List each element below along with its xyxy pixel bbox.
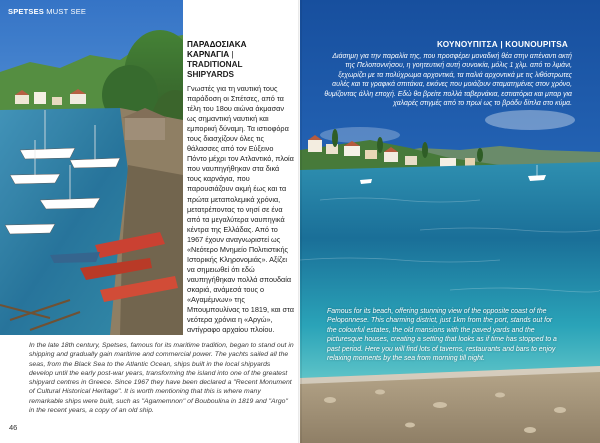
spread-gutter [298, 0, 302, 443]
kounoupitsa-english-text: Famous for its beach, offering stunning view of the opposite coast of the Peloponnese. This charming district, just 1km from the port, stands out for the colourful estates, the old mansions with the paved yards and the picturesque houses, creating a setting that looks as if time has stopped to a past period. Here you will find lots of taverns, restaurants and bars to enjoy relaxing moments by the sea from morning till night. [327, 308, 557, 363]
shipyards-greek-text: Γνωστές για τη ναυτική τους παράδοση οι Σπέτσες, από τα τέλη του 18ου αιώνα άκμασαν ως σημαντική ναυτική και εμπορική δύναμη. Τα ιστιοφόρα τους διασχίζουν όλες τις θάλασσες από τον Εύξεινο Πόντο μέχρι τον Ατλαντικό, πλοία που ναυπηγήθηκαν στα δικά τους καρνάγια, που παρουσιάζουν ακμή έως και τα πρώτα μεταπολεμικά χρόνια, μετατρέποντας το νησί σε ένα από τα μεγαλύτερα ναυπηγικά κέντρα της Ελλάδας. Από το 1967 έχουν αναγνωριστεί ως «Νεότερο Μνημείο Πολιτιστικής Ιστορικής Κληρονομιάς». Αξίζει να σημειωθεί ότι εδώ ναυπηγήθηκαν πολλά σπουδαία σκαριά, ανάμεσά τους ο «Αγαμέμνων» της Μπουμπουλίνας το 1819, και στα νεότερα χρόνια η «Αργώ», αντίγραφο αρχαίου πλοίου. [187, 84, 295, 335]
kounoupitsa-heading: ΚΟΥΝΟΥΠΙΤΣΑ | KOUNOUPITSA [436, 40, 568, 49]
kounoupitsa-greek-text: Διάσημη για την παραλία της, που προσφέρει μοναδική θέα στην απέναντι ακτή της Πελοποννήσου, η γοητευτική αυτή συνοικία, μόλις 1 χλμ. από το λιμάνι, ξεχωρίζει με τα πολύχρωμα αρχοντικά, τα παλιά αρχοντικά με τις λιθόστρωτες αυλές και τα γραφικά σπιτάκια, εικόνες που μοιάζουν σταματημένες στον χρόνο, θυμίζοντας άλλη εποχή. Εδώ θα βρείτε πολλά ταβερνάκια, εστιατόρια και μπαρ για χαλαρές στιγμές από το πρωί ως το βράδυ δίπλα στο κύμα. [324, 53, 572, 108]
heading-greek-line-2 [187, 50, 295, 60]
shipyards-english-caption: In the late 18th century, Spetses, famous for its maritime tradition, began to stand out in shipping and gradually gain maritime and commercial power. The yachts sailed all the seas, from the Black Sea to the Atlantic Ocean, ships built in the local shipyards develop until the early post-war years, transforming the island into one of the greatest shipyard centres in Greece. Since 1967 they have been declared a "Recent Monument of Cultural Historical Heritage". It is worth mentioning that this is where many remarkable ships were built, such as "Agamemnon" of Bouboulina in 1819 and "Argo" in the recent years, a copy of an old ship. [29, 342, 294, 414]
page-number: 46 [9, 423, 18, 432]
section-header-light: MUST SEE [46, 7, 87, 16]
section-header-strong: SPETSES [8, 7, 44, 16]
heading-greek-line-1: ΠΑΡΑΔΟΣΙΑΚΑ [187, 40, 247, 49]
heading-greek-word: ΚΑΡΝΑΓΙΑ [187, 50, 230, 59]
section-header [8, 7, 86, 16]
shipyards-heading [187, 40, 295, 80]
right-page [300, 0, 600, 443]
heading-en-line-2: SHIPYARDS [187, 70, 235, 79]
shipyards-article [187, 40, 295, 335]
heading-separator: | [231, 50, 234, 59]
harbour-illustration [0, 0, 183, 335]
heading-en-line-1: TRADITIONAL [187, 60, 243, 69]
harbour-photo [0, 0, 183, 335]
